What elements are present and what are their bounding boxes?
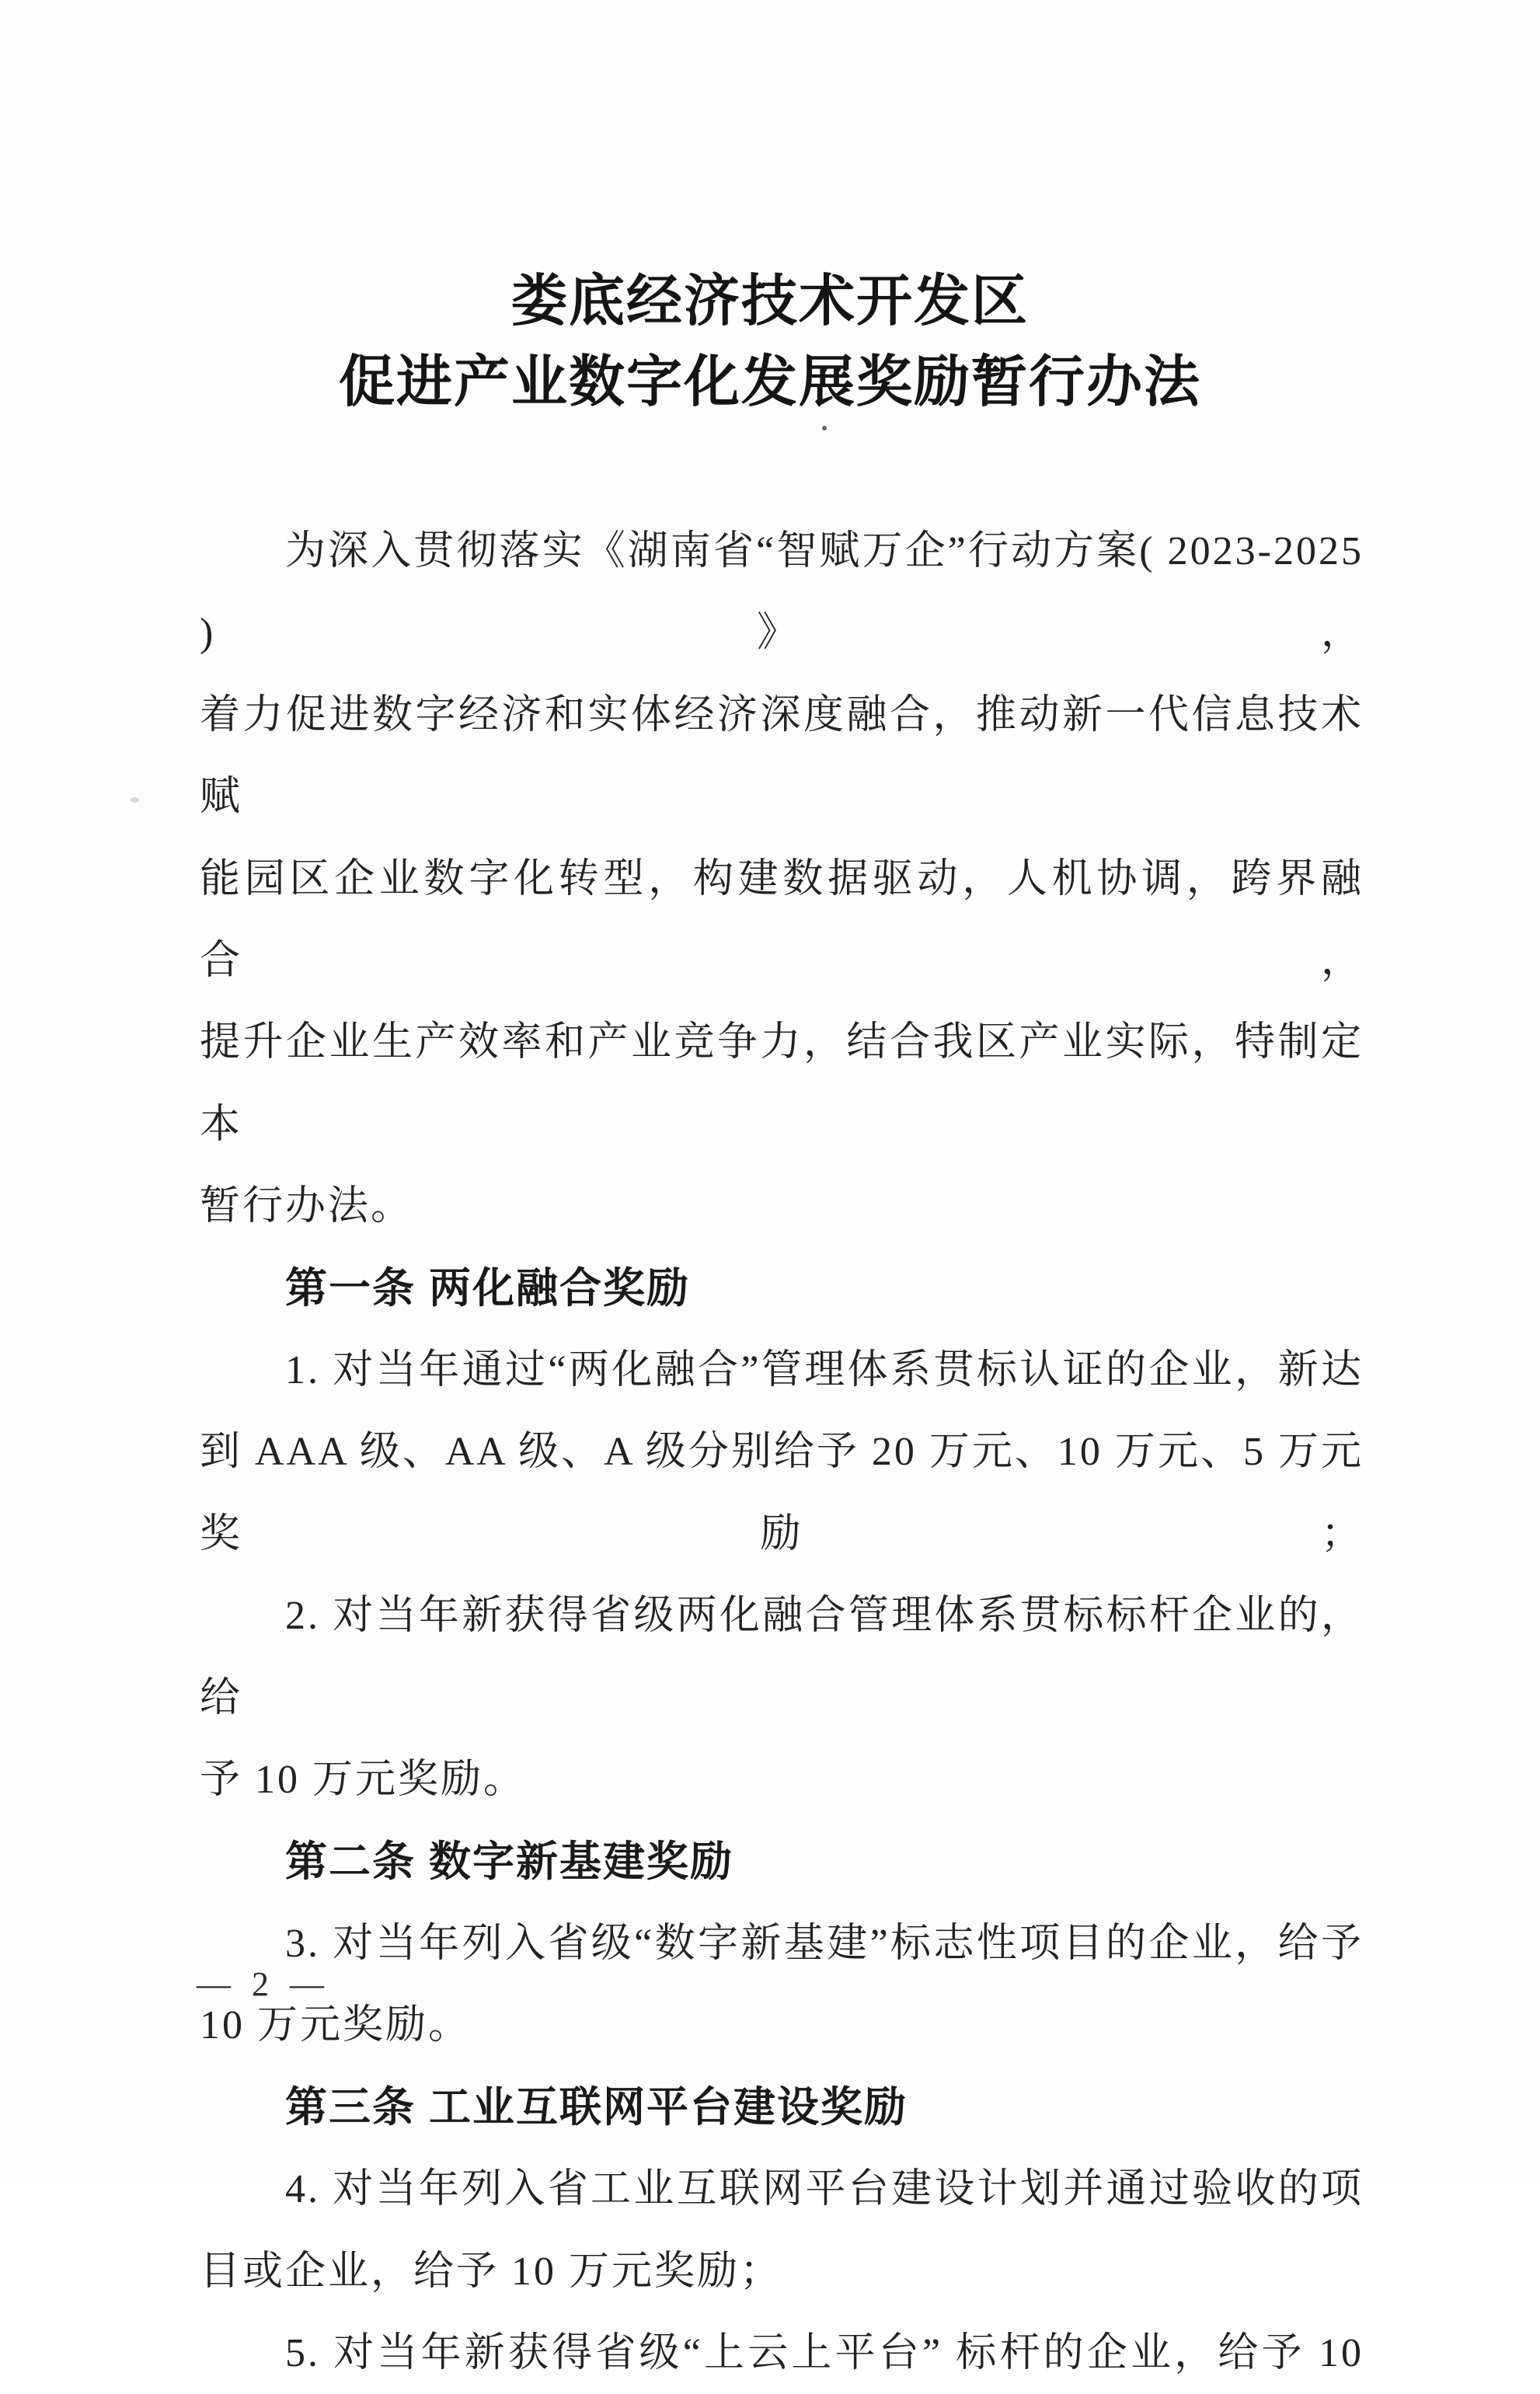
item-4-line: 目或企业，给予 10 万元奖励；	[200, 2249, 783, 2294]
item-2-line: 2. 对当年新获得省级两化融合管理体系贯标标杆企业的，给	[200, 1594, 1364, 1720]
item-3-line: 10 万元奖励。	[200, 2003, 472, 2048]
intro-line: 为深入贯彻落实《湖南省“智赋万企”行动方案( 2023-2025 )》，	[200, 529, 1376, 656]
item-5-line: 5. 对当年新获得省级“上云上平台” 标杆的企业，给予 10	[285, 2330, 1364, 2375]
intro-line: 着力促进数字经济和实体经济深度融合，推动新一代信息技术赋	[200, 692, 1364, 820]
scan-artifact-dot	[822, 426, 827, 430]
document-title-line-2: 促进产业数字化发展奖励暂行办法	[338, 351, 1201, 413]
document-body	[200, 511, 1376, 2394]
item-2-line: 予 10 万元奖励。	[200, 1758, 527, 1803]
intro-line: 暂行办法。	[200, 1184, 414, 1229]
article-1-heading: 第一条 两化融合奖励	[285, 1264, 691, 1312]
scan-artifact-smudge	[131, 797, 139, 803]
document-title-line-1: 娄底经济技术开发区	[510, 270, 1029, 333]
article-2-heading: 第二条 数字新基建奖励	[285, 1838, 734, 1885]
item-3-line: 3. 对当年列入省级“数字新基建”标志性项目的企业，给予	[285, 1921, 1364, 1966]
page-number: — 2 —	[197, 1965, 330, 2003]
intro-line: 能园区企业数字化转型，构建数据驱动，人机协调，跨界融合，	[200, 856, 1364, 984]
article-3-heading: 第三条 工业互联网平台建设奖励	[285, 2083, 908, 2131]
intro-line: 提升企业生产效率和产业竞争力，结合我区产业实际，特制定本	[200, 1020, 1364, 1147]
item-4-line: 4. 对当年列入省工业互联网平台建设计划并通过验收的项	[285, 2167, 1364, 2212]
item-1-line: 到 AAA 级、AA 级、A 级分别给予 20 万元、10 万元、5 万元奖励；	[200, 1430, 1364, 1556]
document-title	[0, 261, 1540, 423]
item-1-line: 1. 对当年通过“两化融合”管理体系贯标认证的企业，新达	[285, 1348, 1364, 1393]
